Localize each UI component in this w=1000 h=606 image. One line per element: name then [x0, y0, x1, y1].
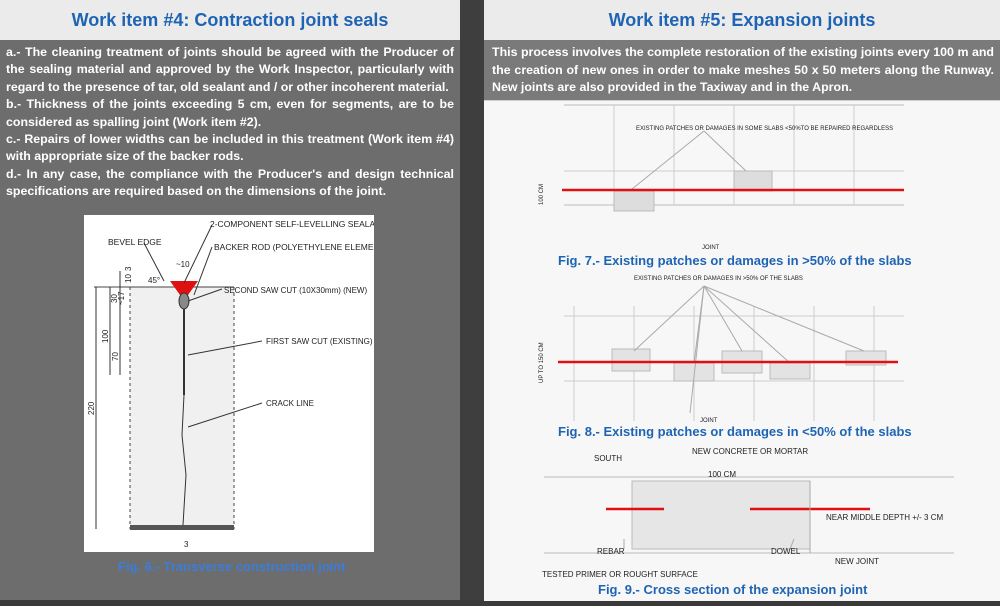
fig8-caption: Fig. 8.- Existing patches or damages in <50% of the slabs	[558, 424, 912, 439]
right-figures-svg	[484, 101, 1000, 601]
fig9-dowel-label: DOWEL	[771, 547, 801, 556]
fig8-joint-label: JOINT	[700, 418, 718, 424]
left-panel	[0, 0, 460, 600]
fig9-primer-label: TESTED PRIMER OR ROUGHT SURFACE	[542, 570, 698, 579]
label-dim-220: 220	[87, 401, 96, 415]
left-title: Work item #4: Contraction joint seals	[0, 0, 460, 40]
fig9-new-concrete	[632, 481, 810, 549]
fig9-south: SOUTH	[594, 454, 622, 463]
fig8-pointer-3	[704, 286, 742, 351]
label-dim-100: 100	[101, 329, 110, 343]
paragraph-b: b.- Thickness of the joints exceeding 5 cm, even for segments, are to be considered as spalling joint (Work item #2).	[6, 97, 454, 129]
left-body-text	[6, 44, 454, 201]
fig9-caption: Fig. 9.- Cross section of the expansion joint	[598, 582, 868, 597]
fig7-top-label: EXISTING PATCHES OR DAMAGES IN SOME SLABS <50%TO BE REPAIRED REGARDLESS	[636, 126, 894, 132]
fig9-rebar-label: REBAR	[597, 547, 625, 556]
label-dim-70: 70	[111, 352, 120, 361]
paragraph-c: c.- Repairs of lower widths can be included in this treatment (Work item #4) with appropriate size of the backer rods.	[6, 132, 454, 164]
right-body-text: This process involves the complete restoration of the existing joints every 100 m and the creation of new ones in order to make meshes 50 x 50 meters along the Runway. New joints are also provided in the Taxiway and in the Apron.	[492, 45, 994, 95]
right-figures-area	[484, 100, 1000, 601]
label-first-cut: FIRST SAW CUT (EXISTING)	[266, 337, 373, 346]
fig8-top-label: EXISTING PATCHES OR DAMAGES IN >50% OF THE SLABS	[634, 276, 803, 282]
label-dim-45: 45°	[148, 276, 161, 285]
label-dim-10: ~10	[176, 260, 190, 269]
fig6-caption: Fig. 6.- Transverse construction joint	[118, 559, 346, 574]
backer-rod	[179, 293, 189, 309]
fig7-patch-1	[614, 191, 654, 211]
fig7-caption: Fig. 7.- Existing patches or damages in >50% of the slabs	[558, 253, 912, 268]
fig8-pointer-5	[704, 286, 864, 351]
fig9-depth-label: NEAR MIDDLE DEPTH +/- 3 CM	[826, 513, 944, 522]
label-dim-10-v: 10	[124, 274, 133, 283]
fig6-drawing	[84, 215, 374, 552]
leader-sealant	[184, 225, 212, 283]
fig8-patch-4	[770, 363, 810, 379]
right-title: Work item #5: Expansion joints	[484, 0, 1000, 40]
label-backer: BACKER ROD (POLYETHYLENE ELEMENT)	[214, 242, 374, 252]
fig7-pointer-2	[704, 131, 746, 171]
fig8-side-label: UP TO 150 CM	[539, 342, 545, 383]
fig6-svg	[84, 215, 374, 552]
right-panel	[484, 0, 1000, 600]
fig9-new-concrete-label: NEW CONCRETE OR MORTAR	[692, 447, 809, 456]
paragraph-a: a.- The cleaning treatment of joints should be agreed with the Producer of the sealing material and approved by the Work Inspector, particularly with regard to the presence of tar, old sealant and / or other incoherent material.	[6, 45, 454, 94]
label-bevel: BEVEL EDGE	[108, 237, 162, 247]
label-second-cut: SECOND SAW CUT (10X30mm) (NEW)	[224, 286, 368, 295]
fig7-patch-2	[734, 171, 772, 191]
label-dim-3-top: 3	[124, 266, 133, 271]
label-dim-3-bottom: 3	[184, 540, 189, 549]
label-dim-30: 30	[110, 294, 119, 303]
label-sealant: 2-COMPONENT SELF-LEVELLING SEALANT	[210, 219, 374, 229]
fig7-joint-label: JOINT	[702, 245, 720, 251]
label-dim-17: ~17	[117, 291, 126, 305]
fig9-width-label: 100 CM	[708, 470, 737, 479]
fig7-pointer-1	[632, 131, 704, 189]
label-crack: CRACK LINE	[266, 399, 315, 408]
paragraph-d: d.- In any case, the compliance with the Producer's and design technical specifications are required based on the dimensions of the joint.	[6, 166, 454, 199]
fig9-new-joint-label: NEW JOINT	[835, 557, 879, 566]
fig8-patch-1	[612, 349, 650, 371]
panel-divider	[460, 0, 484, 600]
slab-body	[130, 287, 234, 529]
fig8-pointer-6	[690, 286, 704, 413]
slab-base-hatch	[130, 525, 234, 530]
fig7-side-label: 100 CM	[539, 183, 545, 205]
